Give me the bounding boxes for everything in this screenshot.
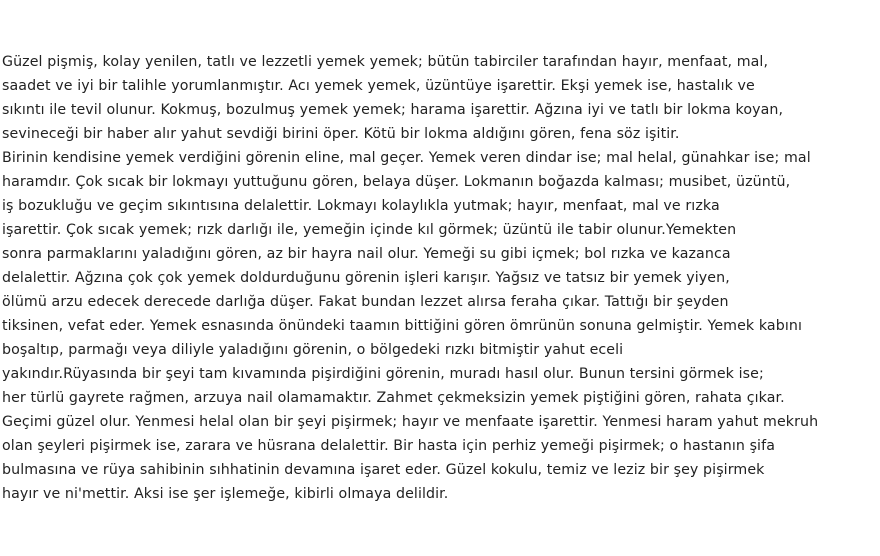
- text-line: her türlü gayrete rağmen, arzuya nail olamamaktır. Zahmet çekmeksizin yemek piştiğini gören, rahata çıkar.: [2, 390, 785, 406]
- text-line: iş bozukluğu ve geçim sıkıntısına delalettir. Lokmayı kolaylıkla yutmak; hayır, menfaat, mal ve rızka: [2, 198, 720, 214]
- text-line: delalettir. Ağzına çok çok yemek doldurduğunu görenin işleri karışır. Yağsız ve tatsız bir yemek yiyen,: [2, 270, 730, 286]
- text-line: olan şeyleri pişirmek ise, zarara ve hüsrana delalettir. Bir hasta için perhiz yemeği pişirmek; o hastanın şifa: [2, 438, 775, 454]
- text-line: hayır ve ni'mettir. Aksi ise şer işlemeğe, kibirli olmaya delildir.: [2, 486, 449, 502]
- text-line: işarettir. Çok sıcak yemek; rızk darlığı ile, yemeğin içinde kıl görmek; üzüntü ile tabir olunur.Yemekten: [2, 222, 737, 238]
- text-line: sevineceği bir haber alır yahut sevdiği birini öper. Kötü bir lokma aldığını gören, fena söz işitir.: [2, 126, 680, 142]
- text-line: haramdır. Çok sıcak bir lokmayı yuttuğunu gören, belaya düşer. Lokmanın boğazda kalması; musibet, üzüntü,: [2, 174, 791, 190]
- text-line: tiksinen, vefat eder. Yemek esnasında önündeki taamın bittiğini gören ömrünün sonuna gelmiştir. Yemek kabını: [2, 318, 802, 334]
- text-line: Birinin kendisine yemek verdiğini görenin eline, mal geçer. Yemek veren dindar ise; mal helal, günahkar ise; mal: [2, 150, 811, 166]
- text-line: Güzel pişmiş, kolay yenilen, tatlı ve lezzetli yemek yemek; bütün tabirciler tarafından hayır, menfaat, mal,: [2, 54, 769, 70]
- text-line: bulmasına ve rüya sahibinin sıhhatinin devamına işaret eder. Güzel kokulu, temiz ve leziz bir şey pişirmek: [2, 462, 765, 478]
- text-line: boşaltıp, parmağı veya diliyle yaladığını görenin, o bölgedeki rızkı bitmiştir yahut eceli: [2, 342, 624, 358]
- text-line: ölümü arzu edecek derecede darlığa düşer. Fakat bundan lezzet alırsa feraha çıkar. Tattığı bir şeyden: [2, 294, 729, 310]
- dream-interpretation-text: [2, 50, 872, 506]
- text-line: sıkıntı ile tevil olunur. Kokmuş, bozulmuş yemek yemek; harama işarettir. Ağzına iyi ve tatlı bir lokma koyan,: [2, 102, 784, 118]
- text-line: yakındır.Rüyasında bir şeyi tam kıvamında pişirdiğini görenin, muradı hasıl olur. Bunun tersini görmek ise;: [2, 366, 764, 382]
- text-line: sonra parmaklarını yaladığını gören, az bir hayra nail olur. Yemeği su gibi içmek; bol rızka ve kazanca: [2, 246, 731, 262]
- text-line: Geçimi güzel olur. Yenmesi helal olan bir şeyi pişirmek; hayır ve menfaate işarettir. Yenmesi haram yahut mekruh: [2, 414, 819, 430]
- text-line: saadet ve iyi bir talihle yorumlanmıştır. Acı yemek yemek, üzüntüye işarettir. Ekşi yemek ise, hastalık ve: [2, 78, 755, 94]
